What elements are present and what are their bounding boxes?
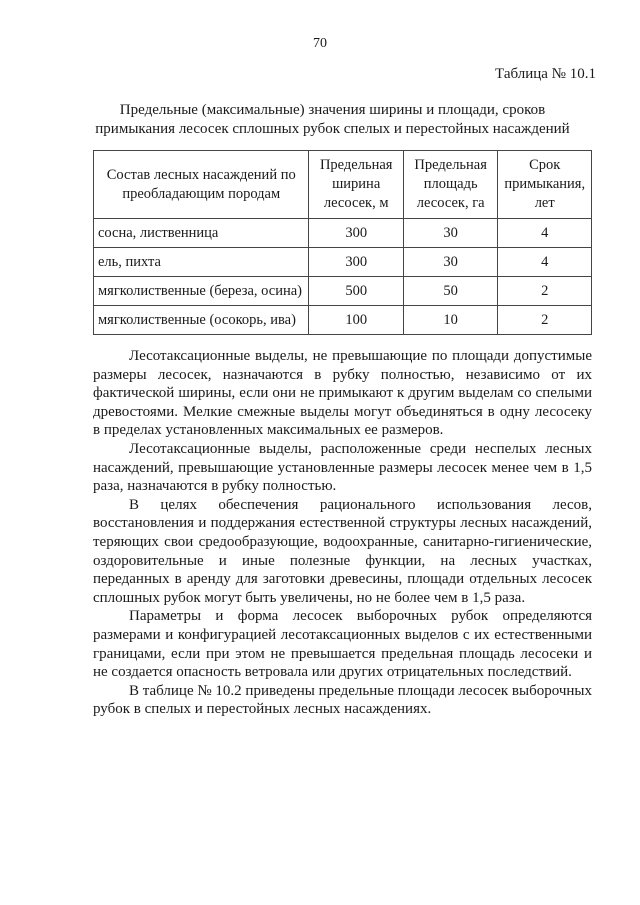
cell-species: ель, пихта <box>94 248 309 277</box>
cell-adjacency: 2 <box>498 306 592 335</box>
cell-area: 10 <box>403 306 497 335</box>
cell-adjacency: 2 <box>498 277 592 306</box>
cell-species: мягколиственные (осокорь, ива) <box>94 306 309 335</box>
table-title: Предельные (максимальные) значения ширины и площади, сроков примыкания лесосек сплошных рубок спелых и перестойных насаждений <box>95 102 570 137</box>
body-text <box>93 347 592 719</box>
cell-width: 100 <box>309 306 403 335</box>
paragraph: В целях обеспечения рационального использования лесов, восстановления и поддержания естественной структуры лесных насаждений, теряющих свои средообразующие, водоохранные, санитарно-гигиенические, оздоровительные и иные полезные функции, на лесных участках, переданных в аренду для заготовки древесины, площади отдельных лесосек сплошных рубок могут быть увеличены, но не более чем в 1,5 раза. <box>93 496 592 606</box>
table-row <box>94 248 592 277</box>
table-row <box>94 306 592 335</box>
cell-species: сосна, лиственница <box>94 219 309 248</box>
cell-area: 30 <box>403 219 497 248</box>
cell-width: 300 <box>309 219 403 248</box>
header-area: Предельная площадь лесосек, га <box>403 151 497 219</box>
table-row <box>94 219 592 248</box>
limits-table <box>93 150 592 335</box>
cell-area: 50 <box>403 277 497 306</box>
header-species: Состав лесных насаждений по преобладающим породам <box>94 151 309 219</box>
table-label: Таблица № 10.1 <box>495 66 596 82</box>
cell-width: 500 <box>309 277 403 306</box>
header-width: Предельная ширина лесосек, м <box>309 151 403 219</box>
cell-area: 30 <box>403 248 497 277</box>
table-row <box>94 277 592 306</box>
paragraph: Параметры и форма лесосек выборочных рубок определяются размерами и конфигурацией лесотаксационных выделов с их естественными границами, если при этом не превышается предельная площадь лесосеки и не создается опасность ветровала или других отрицательных последствий. <box>93 608 592 681</box>
table-header-row <box>94 151 592 219</box>
paragraph: В таблице № 10.2 приведены предельные площади лесосек выборочных рубок в спелых и перестойных лесных насаждениях. <box>93 682 592 718</box>
header-adjacency: Срок примыкания, лет <box>498 151 592 219</box>
cell-adjacency: 4 <box>498 219 592 248</box>
cell-adjacency: 4 <box>498 248 592 277</box>
paragraph: Лесотаксационные выделы, не превышающие по площади допустимые размеры лесосек, назначаются в рубку полностью, независимо от их фактической ширины, если они не примыкают к другим выделам со спелыми древостоями. Мелкие смежные выделы могут объединяться в одну лесосеку в пределах установленных максимальных ее размеров. <box>93 348 592 439</box>
page-number: 70 <box>313 36 327 51</box>
cell-width: 300 <box>309 248 403 277</box>
cell-species: мягколиственные (береза, осина) <box>94 277 309 306</box>
paragraph: Лесотаксационные выделы, расположенные среди неспелых лесных насаждений, превышающие установленные размеры лесосек менее чем в 1,5 раза, назначаются в рубку полностью. <box>93 440 592 495</box>
